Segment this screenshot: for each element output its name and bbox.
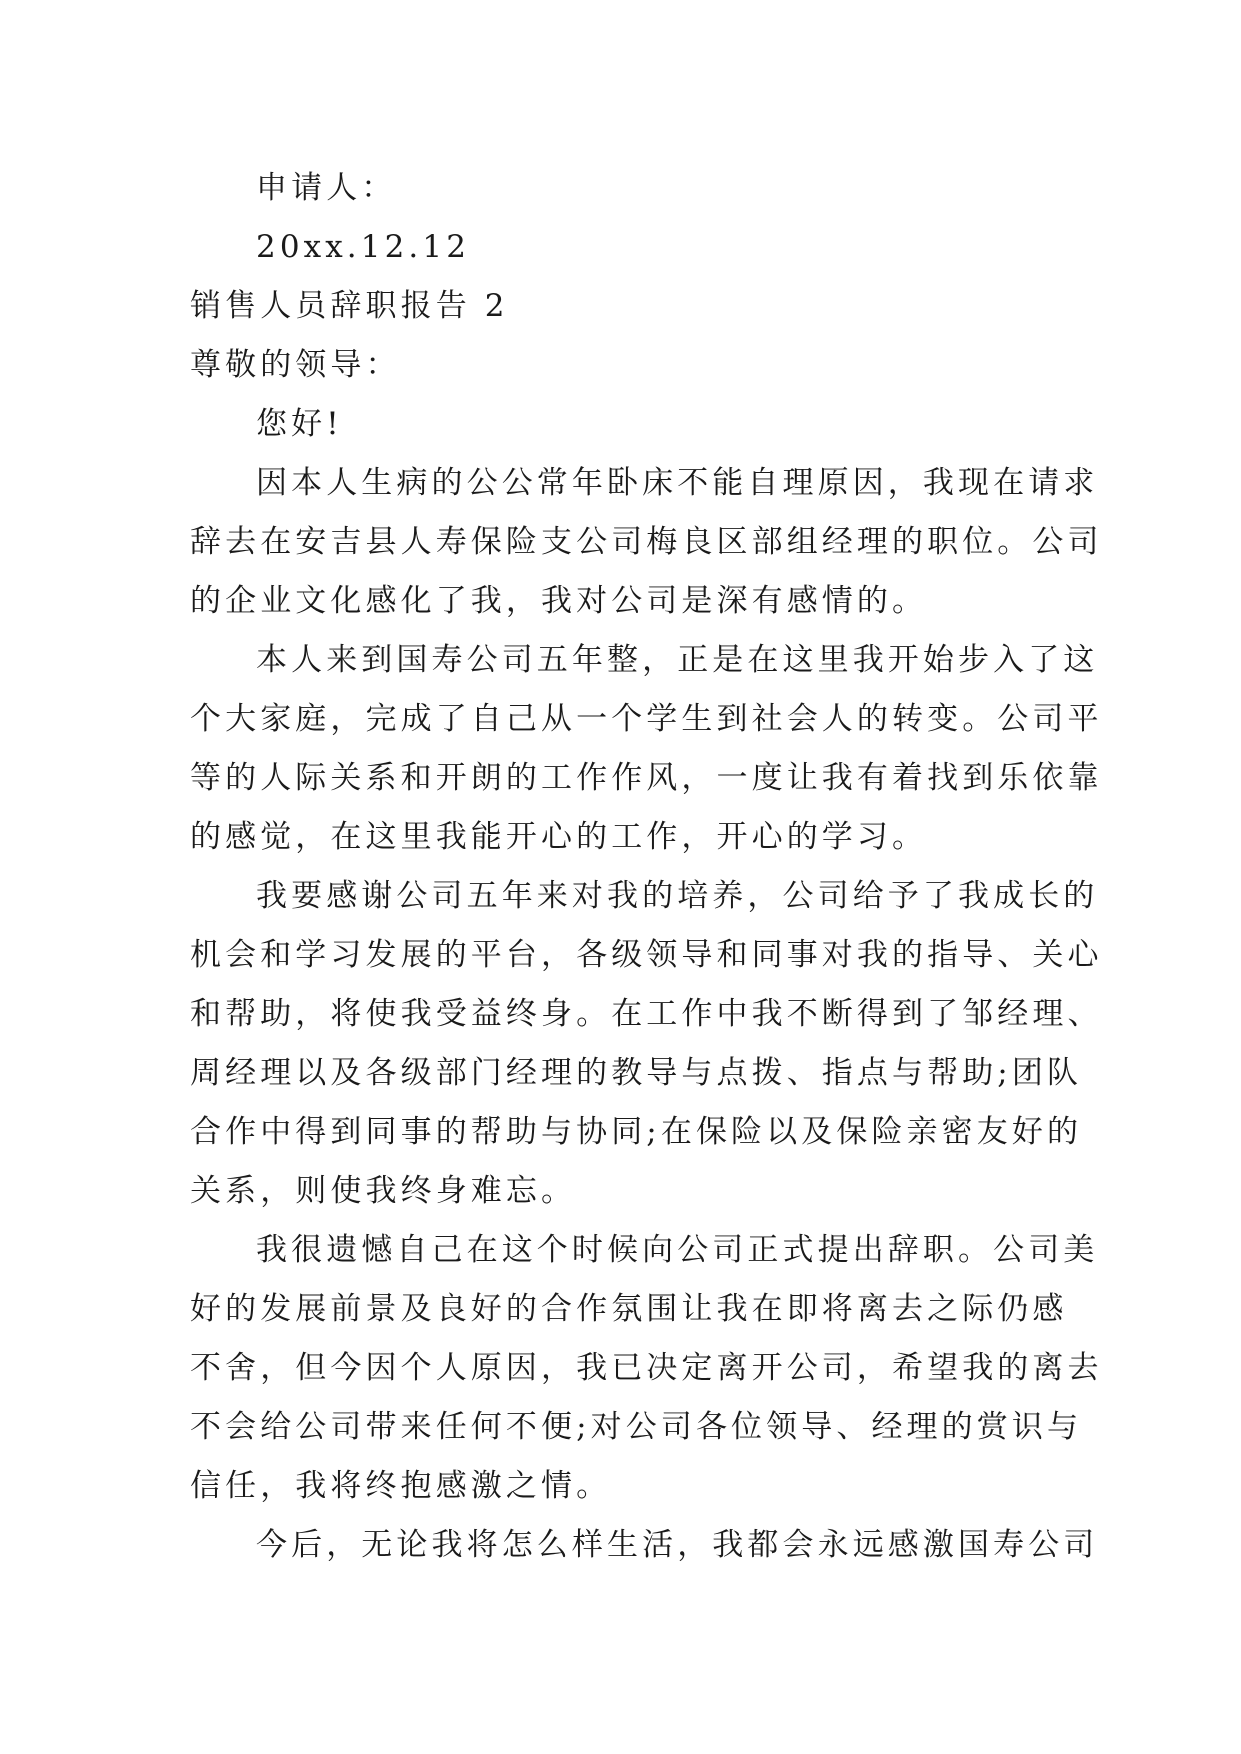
paragraph-line: 机会和学习发展的平台，各级领导和同事对我的指导、关心 [190,937,1103,973]
paragraph-line: 合作中得到同事的帮助与协同;在保险以及保险亲密友好的 [190,1114,1083,1150]
paragraph-line: 等的人际关系和开朗的工作作风，一度让我有着找到乐依靠 [190,760,1103,796]
paragraph-line: 的企业文化感化了我，我对公司是深有感情的。 [190,583,928,619]
paragraph-line: 的感觉，在这里我能开心的工作，开心的学习。 [190,819,928,855]
paragraph-line: 关系，则使我终身难忘。 [190,1173,577,1209]
paragraph-line: 辞去在安吉县人寿保险支公司梅良区部组经理的职位。公司 [190,524,1103,560]
greeting: 您好! [256,406,343,442]
paragraph-line: 周经理以及各级部门经理的教导与点拨、指点与帮助;团队 [190,1055,1083,1091]
paragraph-line: 好的发展前景及良好的合作氛围让我在即将离去之际仍感 [190,1291,1068,1327]
paragraph-line: 本人来到国寿公司五年整，正是在这里我开始步入了这 [256,642,1099,678]
salutation: 尊敬的领导： [190,347,401,383]
paragraph-line: 不舍，但今因个人原因，我已决定离开公司，希望我的离去 [190,1350,1103,1386]
section-title: 销售人员辞职报告 2 [190,288,509,324]
paragraph-line: 不会给公司带来任何不便;对公司各位领导、经理的赏识与 [190,1409,1083,1445]
paragraph-line: 我很遗憾自己在这个时候向公司正式提出辞职。公司美 [256,1232,1099,1268]
date-line: 20xx.12.12 [256,229,471,265]
paragraph-line: 今后，无论我将怎么样生活，我都会永远感激国寿公司 [256,1527,1099,1563]
applicant-label: 申请人： [256,170,397,206]
paragraph-line: 我要感谢公司五年来对我的培养，公司给予了我成长的 [256,878,1099,914]
paragraph-line: 个大家庭，完成了自己从一个学生到社会人的转变。公司平 [190,701,1103,737]
paragraph-line: 因本人生病的公公常年卧床不能自理原因，我现在请求 [256,465,1099,501]
paragraph-line: 信任，我将终抱感激之情。 [190,1468,612,1504]
paragraph-line: 和帮助，将使我受益终身。在工作中我不断得到了邹经理、 [190,996,1103,1032]
